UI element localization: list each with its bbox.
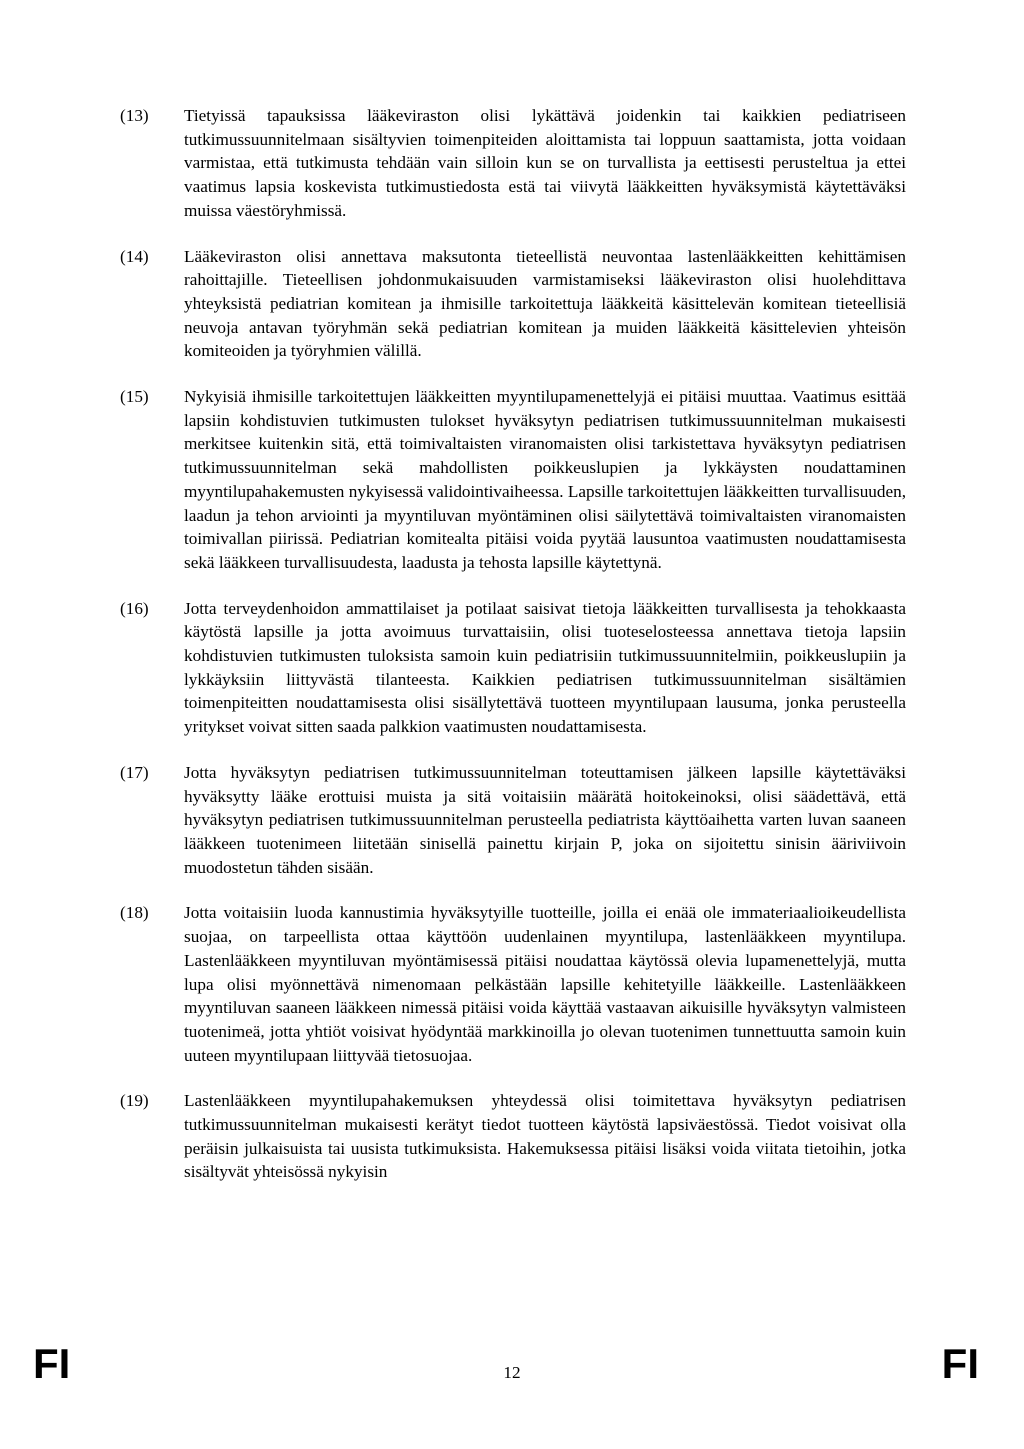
recital-number: (18) — [120, 903, 149, 923]
recital-13 — [120, 104, 906, 223]
recital-19 — [120, 1089, 906, 1184]
recital-text: Jotta voitaisiin luoda kannustimia hyväksytyille tuotteille, joilla ei enää ole immateriaalioikeudellista suojaa, on tarpeellista ottaa käyttöön uudenlainen myyntilupa, lastenlääkkeen myyntilupa. Lastenlääkkeen myyntiluvan myöntämisessä pitäisi noudattaa käytössä olevia lupamenettelyjä, mutta lupa olisi myönnettävä nimenomaan pelkästään lapsille kehitetyille lääkkeille. Lastenlääkkeen myyntiluvan saaneen lääkkeen nimessä pitäisi voida käyttää vastaavan aikuisille hyväksytyn valmisteen tuotenimeä, jotta yhtiöt voisivat hyödyntää markkinoilla jo olevan tuotenimen tunnettuutta samoin kuin uuteen myyntilupaan liittyvää tietosuojaa. — [184, 903, 906, 1065]
recital-text: Tietyissä tapauksissa lääkeviraston olisi lykättävä joidenkin tai kaikkien pediatriseen tutkimussuunnitelmaan sisältyvien toimenpiteiden aloittamista tai loppuun saattamista, jotta voidaan varmistaa, että tutkimusta tehdään vain silloin kun se on turvallista ja eettisesti perusteltua ja ettei vaatimus lapsia koskevista tutkimustiedosta estä tai viivytä lääkkeitten hyväksymistä käytettäväksi muissa väestöryhmissä. — [184, 106, 906, 220]
recital-14 — [120, 245, 906, 364]
recital-text: Lääkeviraston olisi annettava maksutonta tieteellistä neuvontaa lastenlääkkeitten kehittämisen rahoittajille. Tieteellisen johdonmukaisuuden varmistamiseksi lääkeviraston olisi huolehdittava yhteyksistä pediatrian komitean ja ihmisille tarkoitettuja lääkkeitä käsittelevän komitean tieteellisiä neuvoja antavan työryhmän sekä pediatrian komitean ja muiden lääkkeitä käsittelevien yhteisön komiteoiden ja työryhmien välillä. — [184, 246, 906, 361]
page-number: 12 — [503, 1363, 521, 1382]
recital-number: (14) — [120, 246, 149, 266]
recital-text: Nykyisiä ihmisille tarkoitettujen lääkkeitten myyntilupamenettelyjä ei pitäisi muuttaa. Vaatimus esittää lapsiin kohdistuvien tutkimusten tulokset hyväksytyn pediatrisen tutkimussuunnitelman mukaisesti merkitsee kuitenkin sitä, että toimivaltaisten viranomaisten olisi tarkistettava hyväksytyn pediatrisen tutkimussuunnitelman sekä mahdollisten poikkeuslupien ja lykkäysten noudattaminen myyntilupahakemusten nykyisessä validointivaiheessa. Lapsille tarkoitettujen lääkkeitten turvallisuuden, laadun ja tehon arviointi ja myyntiluvan myöntäminen olisi säilytettävä toimivaltaisten viranomaisten toimivallan piirissä. Pediatrian komitealta pitäisi voida pyytää lausuntoa vaatimusten noudattamisesta sekä lääkkeen turvallisuudesta, laadusta ja tehosta lapsille käytettynä. — [184, 387, 906, 572]
recital-16 — [120, 597, 906, 739]
recital-17 — [120, 761, 906, 880]
recital-text: Jotta hyväksytyn pediatrisen tutkimussuunnitelman toteuttamisen jälkeen lapsille käytettäväksi hyväksytty lääke erottuisi muista ja sitä voitaisiin määrätä hoitokeinoksi, olisi säädettävä, että hyväksytyn pediatrisen tutkimussuunnitelman perusteella pediatrista käyttöaihetta varten luvan saaneen lääkkeen tuotenimeen liitetään sinisellä painettu kirjain P, joka on sijoitettu sinisin ääriviivoin muodostetun tähden sisään. — [184, 762, 906, 877]
recital-number: (15) — [120, 387, 149, 407]
recital-number: (19) — [120, 1091, 149, 1111]
recital-number: (13) — [120, 106, 149, 125]
recital-18 — [120, 901, 906, 1067]
recital-15 — [120, 385, 906, 575]
recital-text: Lastenlääkkeen myyntilupahakemuksen yhteydessä olisi toimitettava hyväksytyn pediatrisen tutkimussuunnitelman mukaisesti kerätyt tiedot tuotteen käytöstä lapsiväestössä. Tiedot voisivat olla peräisin julkaisuista tai uusista tutkimuksista. Hakemuksessa pitäisi lisäksi voida viitata tietoihin, jotka sisältyvät yhteisössä nykyisin — [184, 1091, 906, 1182]
footer-language-right: FI — [941, 1340, 979, 1387]
footer-language-left: FI — [33, 1340, 71, 1387]
recitals-list — [120, 104, 906, 1206]
recital-number: (16) — [120, 598, 149, 618]
recital-text: Jotta terveydenhoidon ammattilaiset ja potilaat saisivat tietoja lääkkeitten turvallisesta ja tehokkaasta käytöstä lapsille ja jotta avoimuus turvattaisiin, olisi tuoteselosteessa annettava tietoja lapsiin kohdistuvien tutkimusten tuloksista samoin kuin pediatrisiin tutkimussuunnitelmiin, poikkeuslupiin ja lykkäyksiin liittyvästä tilanteesta. Kaikkien pediatrisen tutkimussuunnitelman sisältämien toimenpiteitten noudattamisesta olisi sisällytettävä tuotteen myyntilupaan lausuma, jonka perusteella yritykset voivat sitten saada palkkion vaatimusten noudattamisesta. — [184, 598, 906, 737]
recital-number: (17) — [120, 762, 149, 782]
